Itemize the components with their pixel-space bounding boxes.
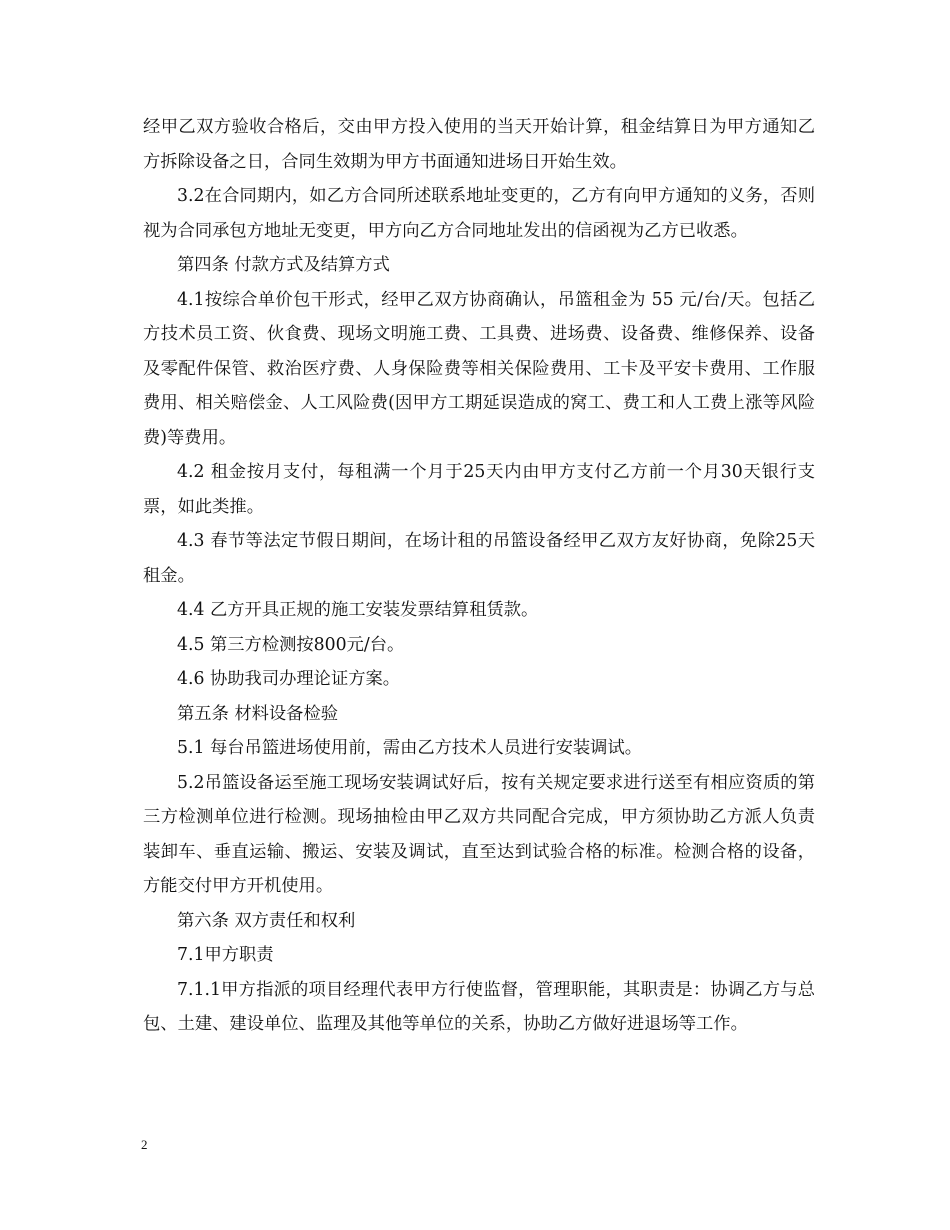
paragraph-4-4: 4.4 乙方开具正规的施工安装发票结算租赁款。 xyxy=(177,600,539,620)
paragraph-4-6: 4.6 协助我司办理论证方案。 xyxy=(177,669,401,689)
paragraph-7-1-1: 7.1.1甲方指派的项目经理代表甲方行使监督，管理职能，其职责是：协调乙方与总包、土建、建设单位、监理及其他等单位的关系，协助乙方做好进退场等工作。 xyxy=(143,979,815,1034)
page-number: 2 xyxy=(141,1137,148,1152)
heading-article-5: 第五条 材料设备检验 xyxy=(177,703,339,724)
paragraph-lease-start: 经甲乙双方验收合格后，交由甲方投入使用的当天开始计算，租金结算日为甲方通知乙方拆除设备之日，合同生效期为甲方书面通知进场日开始生效。 xyxy=(143,117,815,172)
paragraph-4-2: 4.2 租金按月支付，每租满一个月于25天内由甲方支付乙方前一个月30天银行支票，如此类推。 xyxy=(143,462,815,517)
paragraph-5-1: 5.1 每台吊篮进场使用前，需由乙方技术人员进行安装调试。 xyxy=(177,738,643,758)
heading-article-4: 第四条 付款方式及结算方式 xyxy=(177,255,390,275)
paragraph-4-3: 4.3 春节等法定节假日期间，在场计租的吊篮设备经甲乙双方友好协商，免除25天租金。 xyxy=(143,531,815,586)
paragraph-7-1: 7.1甲方职责 xyxy=(177,945,274,965)
document-page xyxy=(143,110,815,1042)
paragraph-4-5: 4.5 第三方检测按800元/台。 xyxy=(177,634,405,655)
paragraph-3-2: 3.2在合同期内，如乙方合同所述联系地址变更的，乙方有向甲方通知的义务，否则视为合同承包方地址无变更，甲方向乙方合同地址发出的信函视为乙方已收悉。 xyxy=(143,186,815,241)
paragraph-4-1: 4.1按综合单价包干形式，经甲乙双方协商确认，吊篮租金为 55 元/台/天。包括乙方技术员工资、伙食费、现场文明施工费、工具费、进场费、设备费、维修保养、设备及零配件保管、救治医疗费、人身保险费等相关保险费用、工卡及平安卡费用、工作服费用、相关赔偿金、人工风险费(因甲方工期延误造成的窝工、费工和人工费上涨等风险费)等费用。 xyxy=(143,289,815,448)
paragraph-5-2: 5.2吊篮设备运至施工现场安装调试好后，按有关规定要求进行送至有相应资质的第三方检测单位进行检测。现场抽检由甲乙双方共同配合完成，甲方须协助乙方派人负责装卸车、垂直运输、搬运、安装及调试，直至达到试验合格的标准。检测合格的设备，方能交付甲方开机使用。 xyxy=(143,772,815,896)
heading-article-6: 第六条 双方责任和权利 xyxy=(177,910,356,931)
